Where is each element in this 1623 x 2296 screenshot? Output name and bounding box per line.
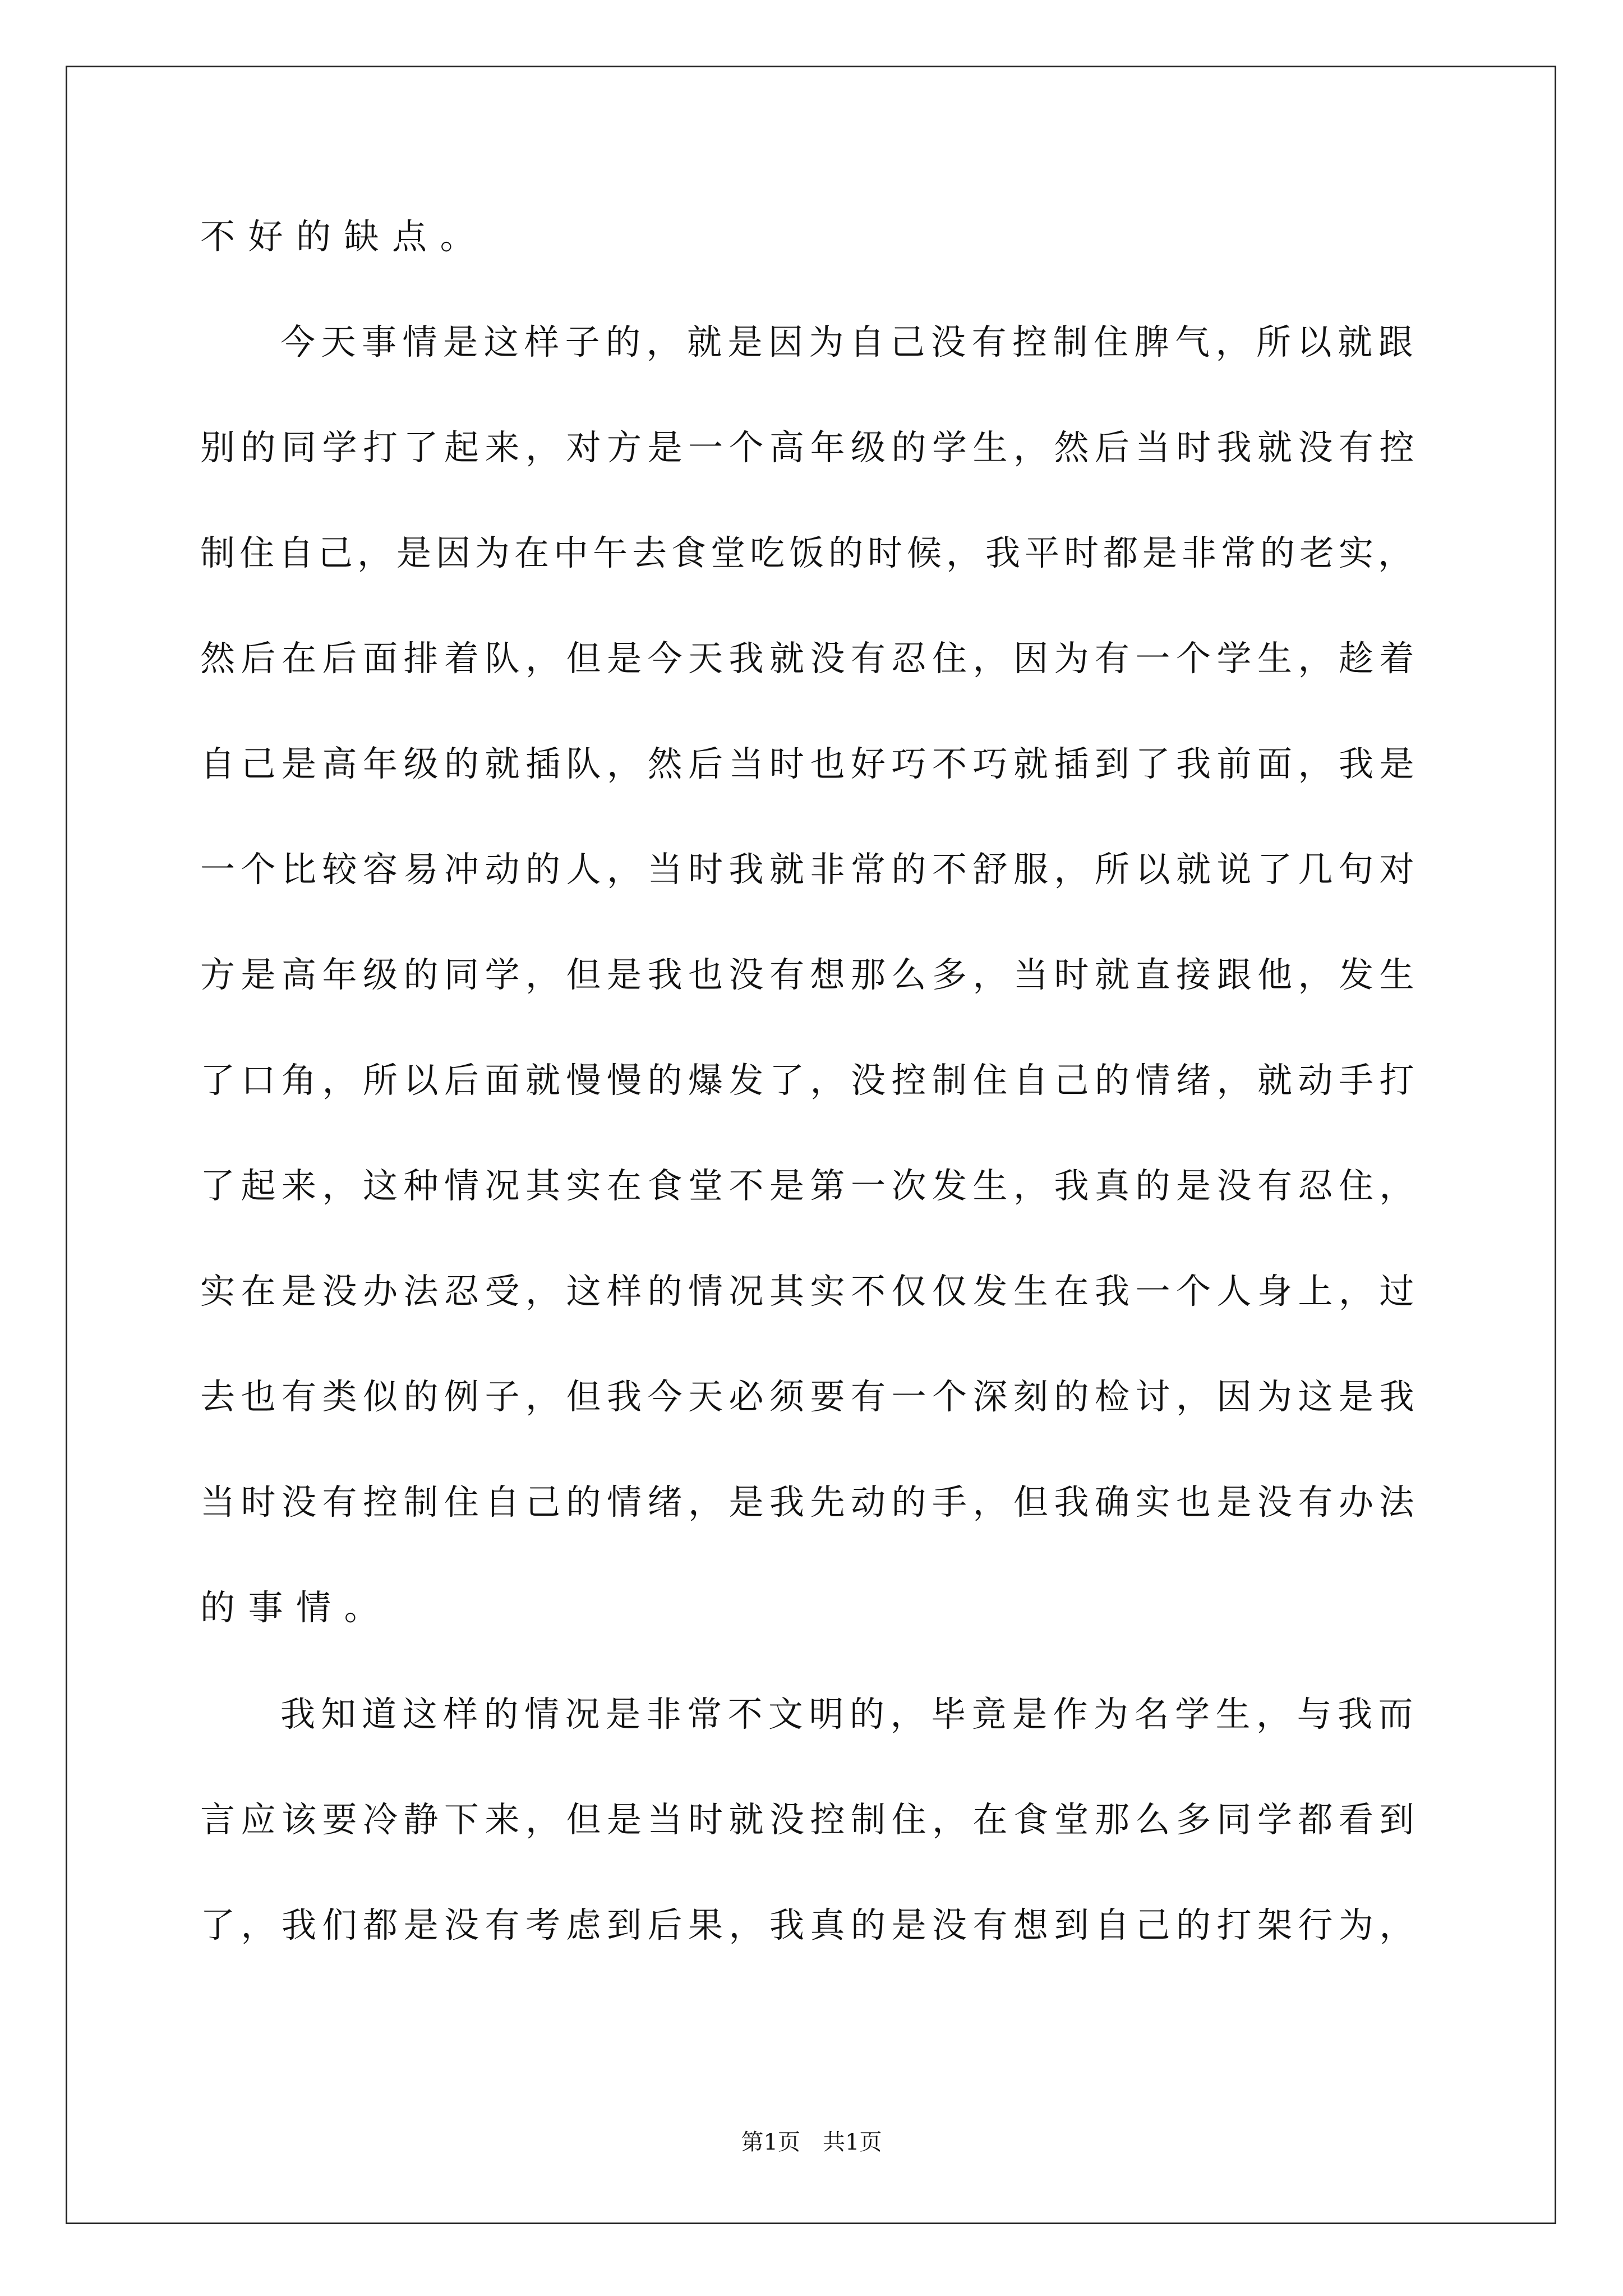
text-line-14: 的事情。 [200, 1587, 393, 1628]
text-line-9: 了口角，所以后面就慢慢的爆发了，没控制住自己的情绪，就动手打 [200, 1060, 1421, 1101]
text-line-5: 然后在后面排着队，但是今天我就没有忍住，因为有一个学生，趁着 [200, 638, 1421, 679]
text-line-3: 别的同学打了起来，对方是一个高年级的学生，然后当时我就没有控 [200, 427, 1421, 468]
text-line-1: 不好的缺点。 [200, 216, 488, 257]
text-line-16: 言应该要冷静下来，但是当时就没控制住，在食堂那么多同学都看到 [200, 1799, 1421, 1840]
text-line-10: 了起来，这种情况其实在食堂不是第一次发生，我真的是没有忍住， [200, 1165, 1421, 1206]
text-line-7: 一个比较容易冲动的人，当时我就非常的不舒服，所以就说了几句对 [200, 849, 1421, 890]
text-line-11: 实在是没办法忍受，这样的情况其实不仅仅发生在我一个人身上，过 [200, 1271, 1421, 1312]
page-footer [0, 2128, 1623, 2157]
text-line-6: 自己是高年级的就插队，然后当时也好巧不巧就插到了我前面，我是 [200, 743, 1421, 784]
page-frame [66, 66, 1556, 2224]
text-line-17: 了，我们都是没有考虑到后果，我真的是没有想到自己的打架行为， [200, 1904, 1421, 1945]
text-line-8: 方是高年级的同学，但是我也没有想那么多，当时就直接跟他，发生 [200, 954, 1421, 995]
text-line-12: 去也有类似的例子，但我今天必须要有一个深刻的检讨，因为这是我 [200, 1376, 1421, 1417]
page-number-total: 共1页 [823, 2129, 882, 2155]
text-line-13: 当时没有控制住自己的情绪，是我先动的手，但我确实也是没有办法 [200, 1481, 1421, 1522]
text-line-15: 我知道这样的情况是非常不文明的，毕竟是作为名学生，与我而 [280, 1694, 1419, 1734]
text-line-2: 今天事情是这样子的，就是因为自己没有控制住脾气，所以就跟 [280, 321, 1419, 362]
page-number-current: 第1页 [741, 2129, 800, 2155]
text-line-4: 制住自己，是因为在中午去食堂吃饭的时候，我平时都是非常的老实， [200, 532, 1418, 573]
